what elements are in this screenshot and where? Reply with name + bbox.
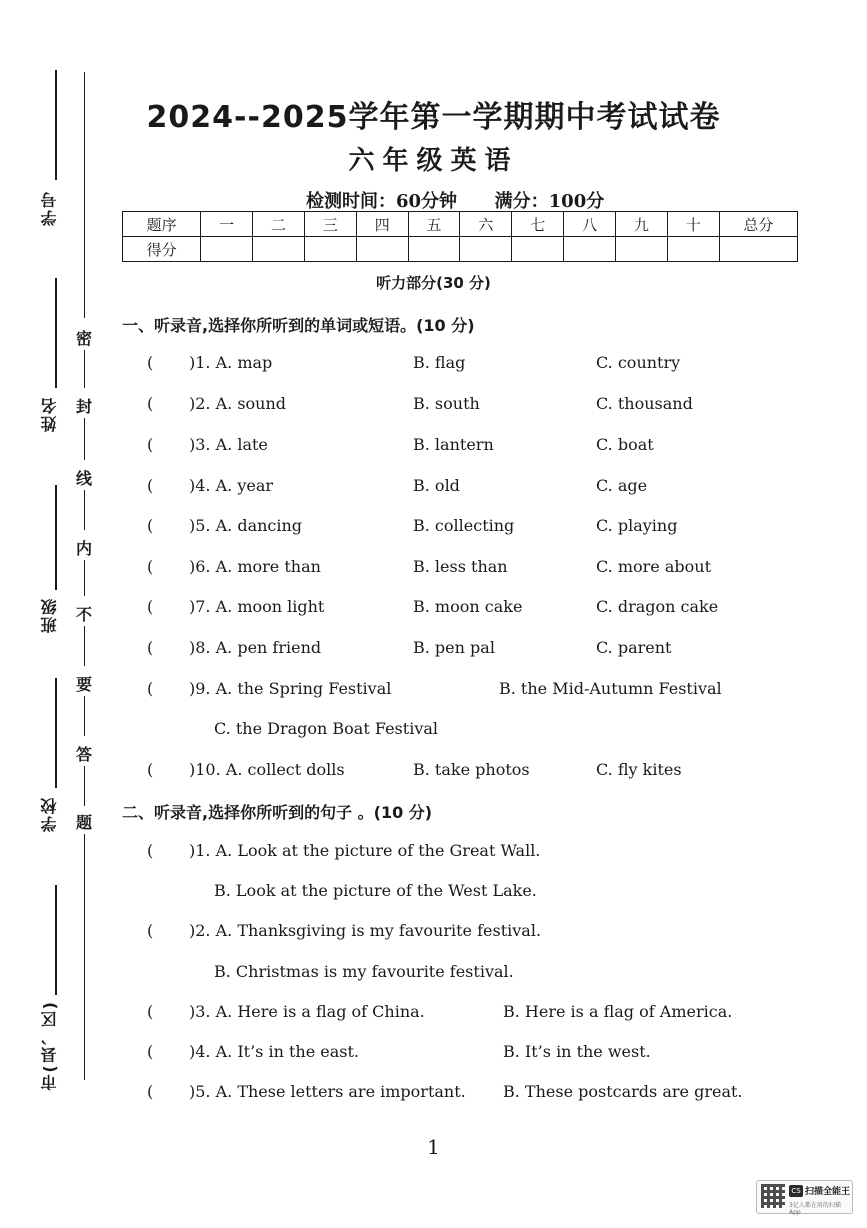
option-a: )10. A. collect dolls bbox=[189, 760, 345, 779]
score-cell bbox=[408, 237, 460, 262]
student-id-label: 学号 bbox=[40, 190, 59, 226]
option-b: B. It’s in the west. bbox=[503, 1042, 651, 1061]
score-table-header-row bbox=[123, 212, 798, 237]
page-number: 1 bbox=[427, 1135, 440, 1159]
option-c: C. more about bbox=[596, 557, 711, 576]
option-a: )9. A. the Spring Festival bbox=[189, 679, 392, 698]
score-cell bbox=[512, 237, 564, 262]
listening-title: 听力部分(30 分) bbox=[376, 274, 491, 292]
seal-char: 要 bbox=[76, 675, 93, 694]
score-cell bbox=[356, 237, 408, 262]
scanner-watermark bbox=[756, 1180, 853, 1214]
answer-paren: ( bbox=[147, 760, 154, 779]
option-b: B. collecting bbox=[413, 516, 515, 535]
table-cell: 总分 bbox=[719, 212, 797, 237]
option-c: C. boat bbox=[596, 435, 654, 454]
score-cell bbox=[719, 237, 797, 262]
score-cell bbox=[253, 237, 305, 262]
answer-paren: ( bbox=[147, 1042, 154, 1061]
seal-char: 不 bbox=[76, 605, 93, 624]
seal-line bbox=[84, 560, 85, 596]
option-b: B. lantern bbox=[413, 435, 494, 454]
option-c: C. parent bbox=[596, 638, 672, 657]
table-cell: 四 bbox=[356, 212, 408, 237]
option-a: )2. A. sound bbox=[189, 394, 287, 413]
table-cell: 十 bbox=[667, 212, 719, 237]
option-a: )5. A. dancing bbox=[189, 516, 303, 535]
option-b: B. Here is a flag of America. bbox=[503, 1002, 733, 1021]
table-cell: 得分 bbox=[123, 237, 201, 262]
option-a: )1. A. Look at the picture of the Great Wall. bbox=[189, 841, 541, 860]
seal-char: 题 bbox=[76, 813, 93, 832]
option-a: )1. A. map bbox=[189, 353, 273, 372]
table-cell: 七 bbox=[512, 212, 564, 237]
district-label: 市(县、区) bbox=[40, 1000, 59, 1091]
score-cell bbox=[667, 237, 719, 262]
score-cell bbox=[564, 237, 616, 262]
answer-paren: ( bbox=[147, 394, 154, 413]
answer-paren: ( bbox=[147, 1002, 154, 1021]
seal-line bbox=[84, 350, 85, 388]
option-a: )3. A. Here is a flag of China. bbox=[189, 1002, 425, 1021]
answer-paren: ( bbox=[147, 841, 154, 860]
seal-char: 答 bbox=[76, 745, 93, 764]
seal-line bbox=[84, 834, 85, 1080]
answer-paren: ( bbox=[147, 516, 154, 535]
table-cell: 题序 bbox=[123, 212, 201, 237]
answer-paren: ( bbox=[147, 597, 154, 616]
qr-code-icon bbox=[761, 1184, 785, 1208]
seal-line bbox=[84, 490, 85, 530]
option-b: B. Look at the picture of the West Lake. bbox=[214, 881, 537, 900]
option-a: )6. A. more than bbox=[189, 557, 321, 576]
section-heading: 一、听录音,选择你所听到的单词或短语。(10 分) bbox=[122, 316, 475, 335]
table-cell: 八 bbox=[564, 212, 616, 237]
answer-paren: ( bbox=[147, 476, 154, 495]
option-c: C. country bbox=[596, 353, 681, 372]
answer-paren: ( bbox=[147, 638, 154, 657]
option-b: B. south bbox=[413, 394, 480, 413]
option-b: B. less than bbox=[413, 557, 508, 576]
option-a: )4. A. It’s in the east. bbox=[189, 1042, 359, 1061]
exam-subtitle: 六年级英语 bbox=[348, 146, 519, 176]
score-table-score-row bbox=[123, 237, 798, 262]
section-heading: 二、听录音,选择你所听到的句子 。(10 分) bbox=[122, 803, 433, 822]
margin-line bbox=[55, 885, 57, 995]
option-a: )4. A. year bbox=[189, 476, 274, 495]
option-b: B. pen pal bbox=[413, 638, 495, 657]
table-cell: 一 bbox=[201, 212, 253, 237]
table-cell: 九 bbox=[616, 212, 668, 237]
margin-line bbox=[55, 485, 57, 590]
seal-char: 内 bbox=[76, 539, 93, 558]
option-b: B. the Mid-Autumn Festival bbox=[499, 679, 722, 698]
class-label: 班级 bbox=[40, 597, 59, 633]
table-cell: 二 bbox=[253, 212, 305, 237]
seal-char: 密 bbox=[76, 329, 93, 348]
option-c: C. age bbox=[596, 476, 648, 495]
option-c: C. the Dragon Boat Festival bbox=[214, 719, 439, 738]
seal-char: 线 bbox=[76, 469, 93, 488]
exam-info: 检测时间：60分钟 满分：100分 bbox=[306, 191, 605, 212]
answer-paren: ( bbox=[147, 679, 154, 698]
option-c: C. thousand bbox=[596, 394, 693, 413]
scanner-name: 扫描全能王 bbox=[805, 1187, 851, 1197]
seal-line bbox=[84, 418, 85, 460]
table-cell: 六 bbox=[460, 212, 512, 237]
score-cell bbox=[460, 237, 512, 262]
answer-paren: ( bbox=[147, 557, 154, 576]
option-b: B. Christmas is my favourite festival. bbox=[214, 962, 514, 981]
seal-line bbox=[84, 766, 85, 806]
seal-char: 封 bbox=[76, 397, 93, 416]
school-label: 学校 bbox=[40, 796, 59, 832]
option-a: )2. A. Thanksgiving is my favourite festival. bbox=[189, 921, 542, 940]
score-table bbox=[122, 211, 798, 262]
option-a: )8. A. pen friend bbox=[189, 638, 322, 657]
cs-logo-icon: CS bbox=[789, 1185, 803, 1197]
score-cell bbox=[616, 237, 668, 262]
option-b: B. These postcards are great. bbox=[503, 1082, 743, 1101]
answer-paren: ( bbox=[147, 1082, 154, 1101]
option-c: C. fly kites bbox=[596, 760, 682, 779]
margin-line bbox=[55, 278, 57, 388]
margin-line bbox=[55, 678, 57, 788]
score-cell bbox=[304, 237, 356, 262]
option-b: B. take photos bbox=[413, 760, 530, 779]
table-cell: 三 bbox=[304, 212, 356, 237]
seal-line bbox=[84, 626, 85, 666]
exam-title: 2024--2025学年第一学期期中考试试卷 bbox=[146, 100, 721, 135]
option-b: B. flag bbox=[413, 353, 466, 372]
option-b: B. old bbox=[413, 476, 460, 495]
scanner-tagline: 3亿人都在用的扫描App bbox=[789, 1202, 841, 1216]
name-label: 姓名 bbox=[40, 396, 59, 432]
seal-line bbox=[84, 696, 85, 736]
answer-paren: ( bbox=[147, 435, 154, 454]
answer-paren: ( bbox=[147, 353, 154, 372]
option-a: )3. A. late bbox=[189, 435, 268, 454]
option-b: B. moon cake bbox=[413, 597, 523, 616]
option-a: )7. A. moon light bbox=[189, 597, 325, 616]
option-c: C. playing bbox=[596, 516, 678, 535]
answer-paren: ( bbox=[147, 921, 154, 940]
option-a: )5. A. These letters are important. bbox=[189, 1082, 466, 1101]
table-cell: 五 bbox=[408, 212, 460, 237]
score-cell bbox=[201, 237, 253, 262]
option-c: C. dragon cake bbox=[596, 597, 719, 616]
